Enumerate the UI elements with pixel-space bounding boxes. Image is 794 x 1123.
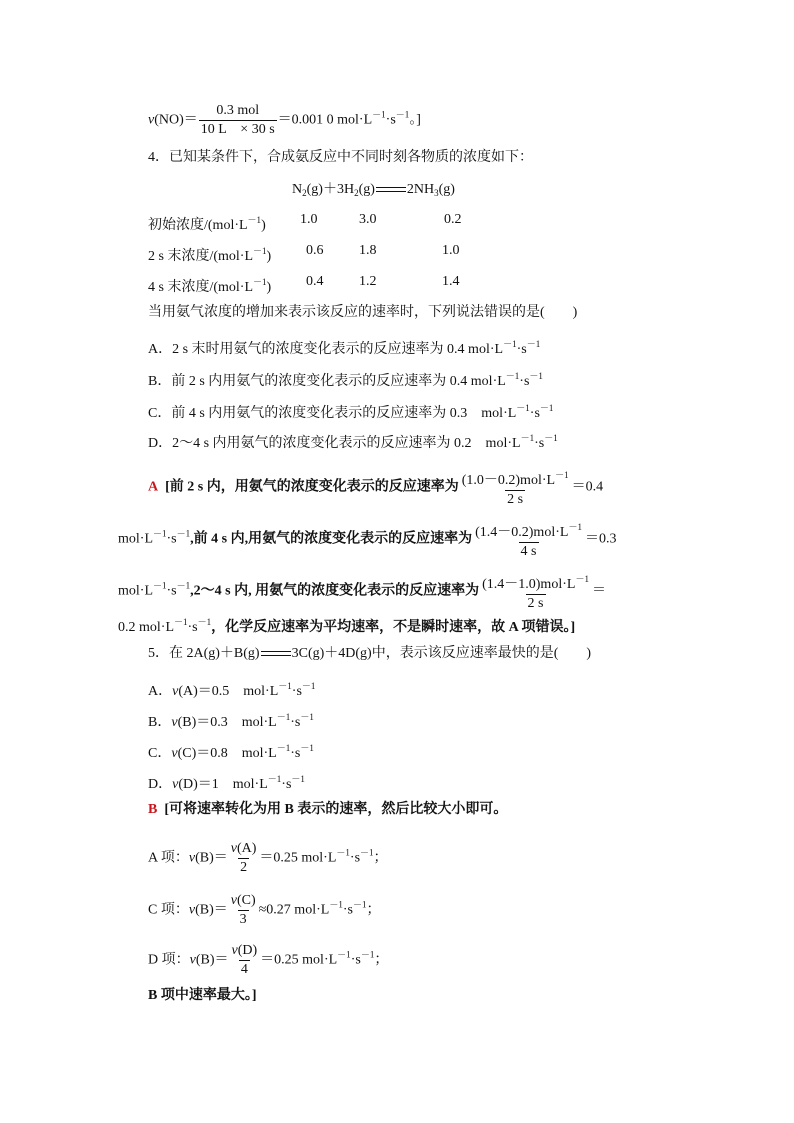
table-row: 初始浓度$/(mol\cdot L^{-1})$ 1.0 3.0 0.2	[148, 212, 462, 233]
option-d: D．v(D)＝1 $mol\cdot L^{-1}\cdot s^{-1}$	[148, 774, 305, 792]
prev-answer-line: v(NO)＝ $\frac{\text{0.3 mol}}{10 L \times 30 s}$ ＝0.001 0 $mol\cdot L^{-1}\cdot s^{-1}$。]	[148, 103, 421, 137]
table-row: 2 s 末浓度$/(mol\cdot L^{-1})$ 0.6 1.8 1.0	[148, 243, 460, 264]
answer-5-conclusion: B 项中速率最大。]	[148, 988, 257, 1003]
fraction: $\frac{\text{0.3 mol}}{10 L \times 30 s}$	[200, 103, 275, 137]
question-4-stem: 4．已知某条件下，合成氨反应中不同时刻各物质的浓度如下：	[148, 150, 533, 165]
option-d: D．2～4 s 内用氨气的浓度变化表示的反应速率为 0.2 $mol\cdot L^{-1}\cdot s^{-1}$	[148, 433, 558, 451]
answer-letter: A	[148, 479, 159, 495]
option-c: C．v(C)＝0.8 $mol\cdot L^{-1}\cdot s^{-1}$	[148, 743, 314, 761]
option-c: C．前 4 s 内用氨气的浓度变化表示的反应速率为 0.3 $mol\cdot L^{-1}\cdot s^{-1}$	[148, 403, 554, 421]
option-a: A．2 s 末时用氨气的浓度变化表示的反应速率为 0.4 $mol\cdot L^{-1}\cdot s^{-1}$	[148, 339, 541, 357]
table-row: 4 s 末浓度$/(mol\cdot L^{-1})$ 0.4 1.2 1.4	[148, 274, 460, 295]
answer-5-intro: B [可将速率转化为用 B 表示的速率，然后比较大小即可。	[148, 802, 508, 817]
question-5-stem: 5．在 2A(g)＋B(g) 3C(g)＋4D(g)中，表示该反应速率最快的是( )	[148, 646, 592, 661]
answer-5-item: A 项：v(B)＝ $\frac{v(A)}{2}$ ＝0.25 $mol\cdot L^{-1}\cdot s^{-1}$；	[148, 841, 388, 875]
equilibrium-arrow	[261, 650, 291, 658]
question-4-prompt: 当用氨气浓度的增加来表示该反应的速率时，下列说法错误的是( )	[148, 305, 578, 320]
reaction-equation: $N_2(g)+3H_2(g)$ $2NH_3(g)$	[292, 182, 455, 198]
equilibrium-arrow	[376, 186, 406, 194]
answer-letter: B	[148, 802, 158, 817]
option-b: B．v(B)＝0.3 $mol\cdot L^{-1}\cdot s^{-1}$	[148, 712, 314, 730]
option-a: A．v(A)＝0.5 $mol\cdot L^{-1}\cdot s^{-1}$	[148, 681, 316, 699]
answer-5-item: D 项：v(B)＝ $\frac{v(D)}{4}$ ＝0.25 $mol\cdot L^{-1}\cdot s^{-1}$；	[148, 943, 389, 977]
answer-4-line-1: A [前 2 s 内，用氨气的浓度变化表示的反应速率为 $\frac{(1.0-0.2)mol\cdot L^{-1}}{2 s}$ ＝0.4	[148, 470, 604, 507]
v-symbol: v	[148, 112, 155, 128]
answer-5-item: C 项：v(B)＝ $\frac{v(C)}{3}$ ≈0.27 $mol\cdot L^{-1}\cdot s^{-1}$；	[148, 893, 381, 927]
option-b: B．前 2 s 内用氨气的浓度变化表示的反应速率为 0.4 $mol\cdot L^{-1}\cdot s^{-1}$	[148, 371, 543, 389]
answer-4-line-2: $mol\cdot L^{-1}\cdot s^{-1}$,前 4 s 内,用氨气的浓度变化表示的反应速率为 $\frac{(1.4-0.2)mol\cdot L^{-1}}{4 s}$ ＝0.3	[118, 522, 617, 559]
answer-4-line-4: 0.2 $mol\cdot L^{-1}\cdot s^{-1}$，化学反应速率为平均速率，不是瞬时速率，故 A 项错误。]	[118, 617, 576, 635]
answer-4-line-3: $mol\cdot L^{-1}\cdot s^{-1},2\sim 4$ s 内, 用氨气的浓度变化表示的反应速率为 $\frac{(1.4-1.0)mol\cdot L^{-1}}{2 s}$ ＝	[118, 574, 606, 611]
